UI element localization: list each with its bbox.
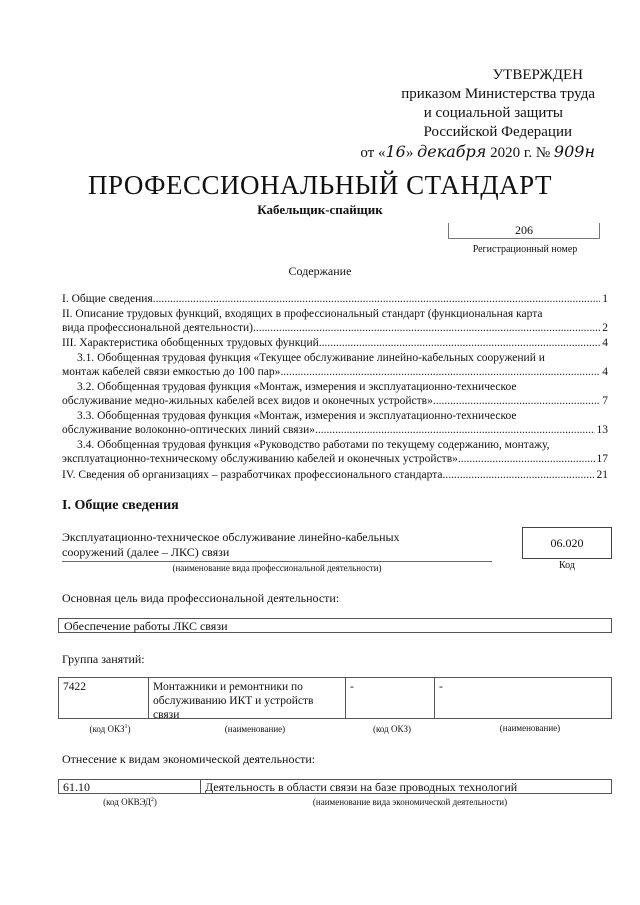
- registration-number-box: 206: [448, 223, 600, 239]
- date-mid: »: [405, 145, 418, 161]
- toc-item[interactable]: II. Описание трудовых функций, входящих в профессиональный стандарт (функциональная карта вида профессиональной деятельности) ..... 2: [62, 307, 608, 335]
- divider: [200, 780, 201, 793]
- okz-code-cell: 7422: [63, 681, 86, 693]
- date-year: 2020 г. №: [486, 145, 554, 161]
- occupation-group-table: [58, 677, 612, 719]
- group-label: Группа занятий:: [62, 652, 145, 666]
- okz-name-cell: -: [439, 681, 443, 693]
- approval-line: приказом Министерства труда: [401, 86, 595, 102]
- okved-code: 61.10: [63, 780, 90, 794]
- toc-item[interactable]: 3.2. Обобщенная трудовая функция «Монтаж, измерения и эксплуатационно-техническое обслуживание медно-жильных кабелей всех видов и оконечных устройств» ..... 7: [77, 380, 608, 408]
- okved-table: [58, 779, 612, 794]
- order-number: 909н: [553, 142, 595, 161]
- contents-heading: Содержание: [288, 264, 352, 278]
- okved-code-caption: (код ОКВЭД$^2$): [103, 797, 157, 807]
- registration-number-label: Регистрационный номер: [472, 244, 578, 255]
- toc-item[interactable]: III. Характеристика обобщенных трудовых функций ..... 4: [62, 336, 608, 350]
- date-prefix: от «: [360, 145, 386, 161]
- goal-label: Основная цель вида профессиональной деятельности:: [62, 591, 340, 605]
- toc-item[interactable]: IV. Сведения об организациях – разработчиках профессионального стандарта ..... 21: [62, 468, 608, 482]
- okved-name-caption: (наименование вида экономической деятельности): [312, 797, 508, 807]
- toc-item[interactable]: 3.4. Обобщенная трудовая функция «Руководство работами по текущему содержанию, монтажу, эксплуатационно-техническому обслуживанию кабелей и оконечных устройств» ..... 17: [77, 438, 608, 466]
- page-title: ПРОФЕССИОНАЛЬНЫЙ СТАНДАРТ: [87, 170, 553, 200]
- okz-name-caption: (наименование): [499, 723, 561, 733]
- approval-line: Российской Федерации: [423, 124, 572, 140]
- okz-code-cell: -: [350, 681, 354, 693]
- code-caption: Код: [559, 560, 575, 571]
- okved-name: Деятельность в области связи на базе проводных технологий: [205, 780, 518, 794]
- approval-block: [335, 66, 595, 163]
- activity-code-box: 06.020: [522, 527, 612, 559]
- approval-line: и социальной защиты: [423, 105, 563, 121]
- toc-item[interactable]: 3.3. Обобщенная трудовая функция «Монтаж, измерения и эксплуатационно-техническое обслуживание волоконно-оптических линий связи» ..... 13: [77, 409, 608, 437]
- okz-code-caption: (код ОКЗ): [373, 724, 411, 734]
- date-month: декабря: [417, 142, 487, 161]
- activity-name: Эксплуатационно-техническое обслуживание линейно-кабельных сооружений (далее – ЛКС) связи: [62, 530, 492, 562]
- date-day: 16: [385, 142, 406, 161]
- econ-label: Отнесение к видам экономической деятельности:: [62, 752, 316, 766]
- toc-item[interactable]: 3.1. Обобщенная трудовая функция «Текущее обслуживание линейно-кабельных сооружений и монтаж кабелей связи емкостью до 100 пар» ..... 4: [77, 351, 608, 379]
- section-heading: I. Общие сведения: [62, 498, 179, 513]
- approval-date-line: [335, 142, 595, 163]
- okz-name-cell: Монтажники и ремонтники по обслуживанию ИКТ и устройств связи: [153, 681, 314, 721]
- activity-caption: (наименование вида профессиональной деятельности): [172, 563, 382, 573]
- okz-code-caption: (код ОКЗ$^1$): [89, 724, 131, 734]
- okz-name-caption: (наименование): [224, 724, 286, 734]
- goal-box: Обеспечение работы ЛКС связи: [58, 618, 612, 633]
- toc-item[interactable]: I. Общие сведения ..... 1: [62, 292, 608, 306]
- approval-title: УТВЕРЖДЕН: [492, 67, 583, 83]
- page-subtitle: Кабельщик-спайщик: [257, 202, 383, 217]
